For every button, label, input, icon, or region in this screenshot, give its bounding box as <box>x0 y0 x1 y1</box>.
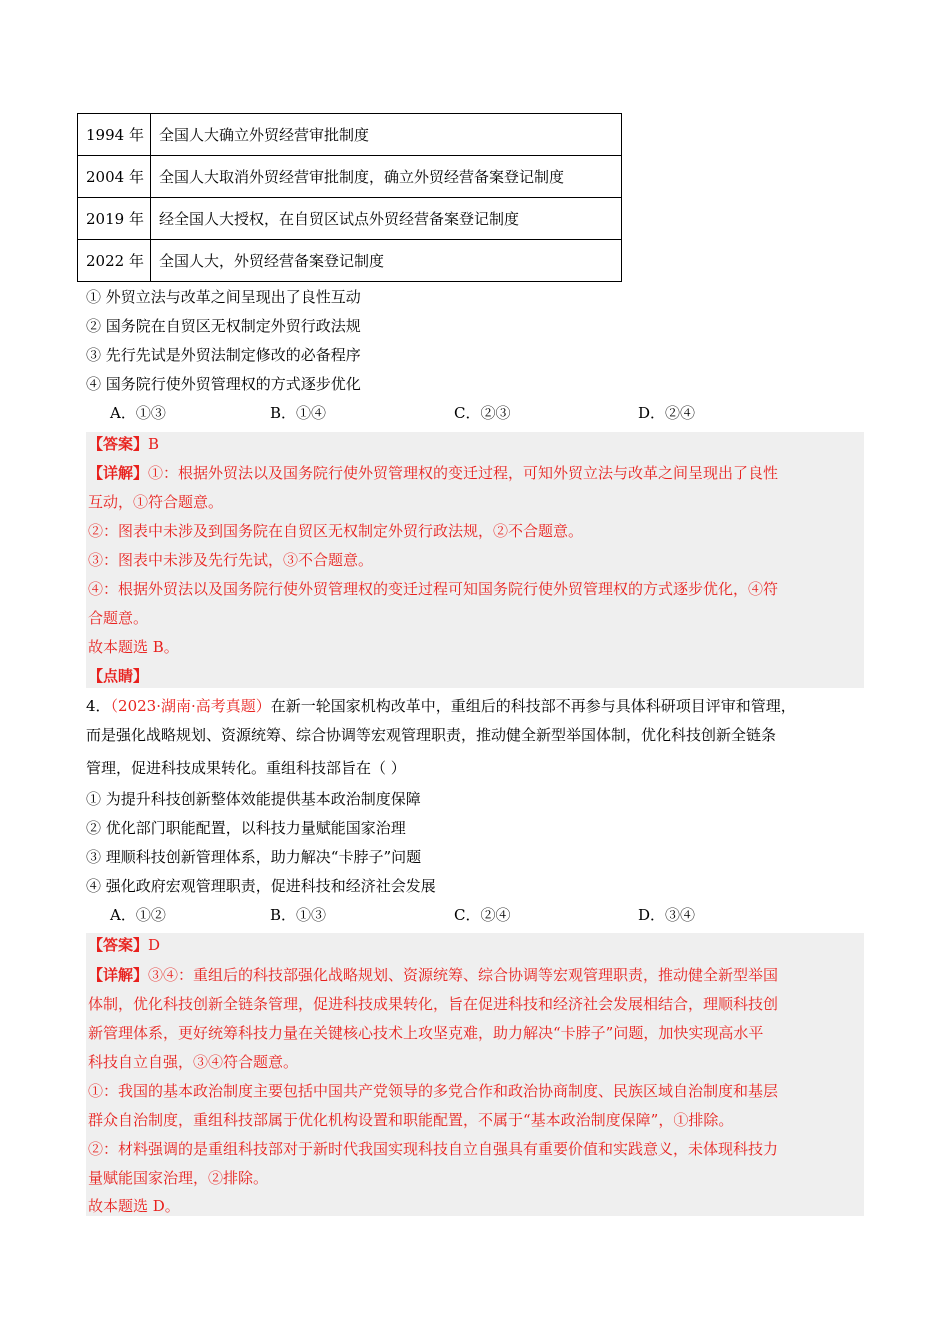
table-cell-event: 经全国人大授权，在自贸区试点外贸经营备案登记制度 <box>151 198 622 240</box>
detail-label: 【详解】 <box>88 966 149 984</box>
q3-option-a: A．①③ <box>110 404 166 422</box>
table-cell-year: 1994 年 <box>78 114 151 156</box>
q4-detail-line: 群众自治制度，重组科技部属于优化机构设置和职能配置，不属于“基本政治制度保障”，①排除。 <box>88 1111 734 1129</box>
q4-detail-line: 故本题选 D。 <box>88 1197 180 1215</box>
q4-option-b: B．①③ <box>270 906 327 924</box>
q4-options <box>86 904 866 926</box>
q3-option-d: D．②④ <box>638 404 696 422</box>
table-row <box>78 240 622 282</box>
q3-detail-line: ③：图表中未涉及先行先试，③不合题意。 <box>88 551 374 569</box>
answer-value: D <box>148 936 161 954</box>
table-row <box>78 114 622 156</box>
detail-text: ③④：重组后的科技部强化战略规划、资源统筹、综合协调等宏观管理职责，推动健全新型举国 <box>148 966 779 984</box>
question-source: （2023·湖南·高考真题） <box>110 697 271 715</box>
table-cell-year: 2022 年 <box>78 240 151 282</box>
q4-stem-line <box>86 695 796 717</box>
table-cell-event: 全国人大取消外贸经营审批制度，确立外贸经营备案登记制度 <box>151 156 622 198</box>
table-cell-event: 全国人大，外贸经营备案登记制度 <box>151 240 622 282</box>
answer-label: 【答案】 <box>88 936 149 954</box>
q3-detail-line: 合题意。 <box>88 609 149 627</box>
question-number: 4． <box>86 697 111 715</box>
q4-detail-line: ①：我国的基本政治制度主要包括中国共产党领导的多党合作和政治协商制度、民族区域自治制度和基层 <box>88 1082 779 1100</box>
point-label: 【点睛】 <box>88 667 149 685</box>
q4-detail-line: 科技自立自强，③④符合题意。 <box>88 1053 299 1071</box>
q4-detail-line: 体制，优化科技创新全链条管理，促进科技成果转化，旨在促进科技和经济社会发展相结合，理顺科技创 <box>88 995 779 1013</box>
q3-options <box>86 402 866 424</box>
q3-detail-line: ②：图表中未涉及到国务院在自贸区无权制定外贸行政法规，②不合题意。 <box>88 522 584 540</box>
q3-answer <box>88 433 159 455</box>
q4-detail-line: ②：材料强调的是重组科技部对于新时代我国实现科技自立自强具有重要价值和实践意义，未体现科技力 <box>88 1140 779 1158</box>
q4-detail-line: 量赋能国家治理，②排除。 <box>88 1169 269 1187</box>
q3-statement: ② 国务院在自贸区无权制定外贸行政法规 <box>86 317 361 335</box>
q4-answer-box <box>86 933 864 1216</box>
table-row <box>78 156 622 198</box>
q3-statement: ① 外贸立法与改革之间呈现出了良性互动 <box>86 288 361 306</box>
q3-detail-line: 互动，①符合题意。 <box>88 493 224 511</box>
q4-statement: ④ 强化政府宏观管理职责，促进科技和经济社会发展 <box>86 877 436 895</box>
q4-stem-line: 管理，促进科技成果转化。重组科技部旨在（ ） <box>86 759 406 777</box>
q3-detail-line: 故本题选 B。 <box>88 638 179 656</box>
q4-detail-line <box>88 964 778 986</box>
q4-answer <box>88 934 160 956</box>
q4-option-c: C．②④ <box>454 906 511 924</box>
table-cell-year: 2019 年 <box>78 198 151 240</box>
q3-option-c: C．②③ <box>454 404 511 422</box>
q3-answer-box <box>86 432 864 688</box>
answer-label: 【答案】 <box>88 435 149 453</box>
q4-stem-line: 而是强化战略规划、资源统筹、综合协调等宏观管理职责，推动健全新型举国体制，优化科技创新全链条 <box>86 726 777 744</box>
q3-detail-line <box>88 462 778 484</box>
q4-detail-line: 新管理体系，更好统筹科技力量在关键核心技术上攻坚克难，助力解决“卡脖子”问题，加快实现高水平 <box>88 1024 764 1042</box>
timeline-table <box>77 113 622 282</box>
table-cell-year: 2004 年 <box>78 156 151 198</box>
table-cell-event: 全国人大确立外贸经营审批制度 <box>151 114 622 156</box>
q4-statement: ② 优化部门职能配置，以科技力量赋能国家治理 <box>86 819 406 837</box>
detail-label: 【详解】 <box>88 464 149 482</box>
table-row <box>78 198 622 240</box>
detail-text: ①：根据外贸法以及国务院行使外贸管理权的变迁过程，可知外贸立法与改革之间呈现出了良性 <box>148 464 779 482</box>
answer-value: B <box>148 435 160 453</box>
q3-statement: ④ 国务院行使外贸管理权的方式逐步优化 <box>86 375 361 393</box>
q4-option-d: D．③④ <box>638 906 696 924</box>
q4-statement: ① 为提升科技创新整体效能提供基本政治制度保障 <box>86 790 421 808</box>
q3-statement: ③ 先行先试是外贸法制定修改的必备程序 <box>86 346 361 364</box>
q3-detail-line: ④：根据外贸法以及国务院行使外贸管理权的变迁过程可知国务院行使外贸管理权的方式逐步优化，④符 <box>88 580 779 598</box>
q3-option-b: B．①④ <box>270 404 327 422</box>
q4-statement: ③ 理顺科技创新管理体系，助力解决“卡脖子”问题 <box>86 848 422 866</box>
question-stem: 在新一轮国家机构改革中，重组后的科技部不再参与具体科研项目评审和管理， <box>270 697 796 715</box>
q4-option-a: A．①② <box>110 906 166 924</box>
